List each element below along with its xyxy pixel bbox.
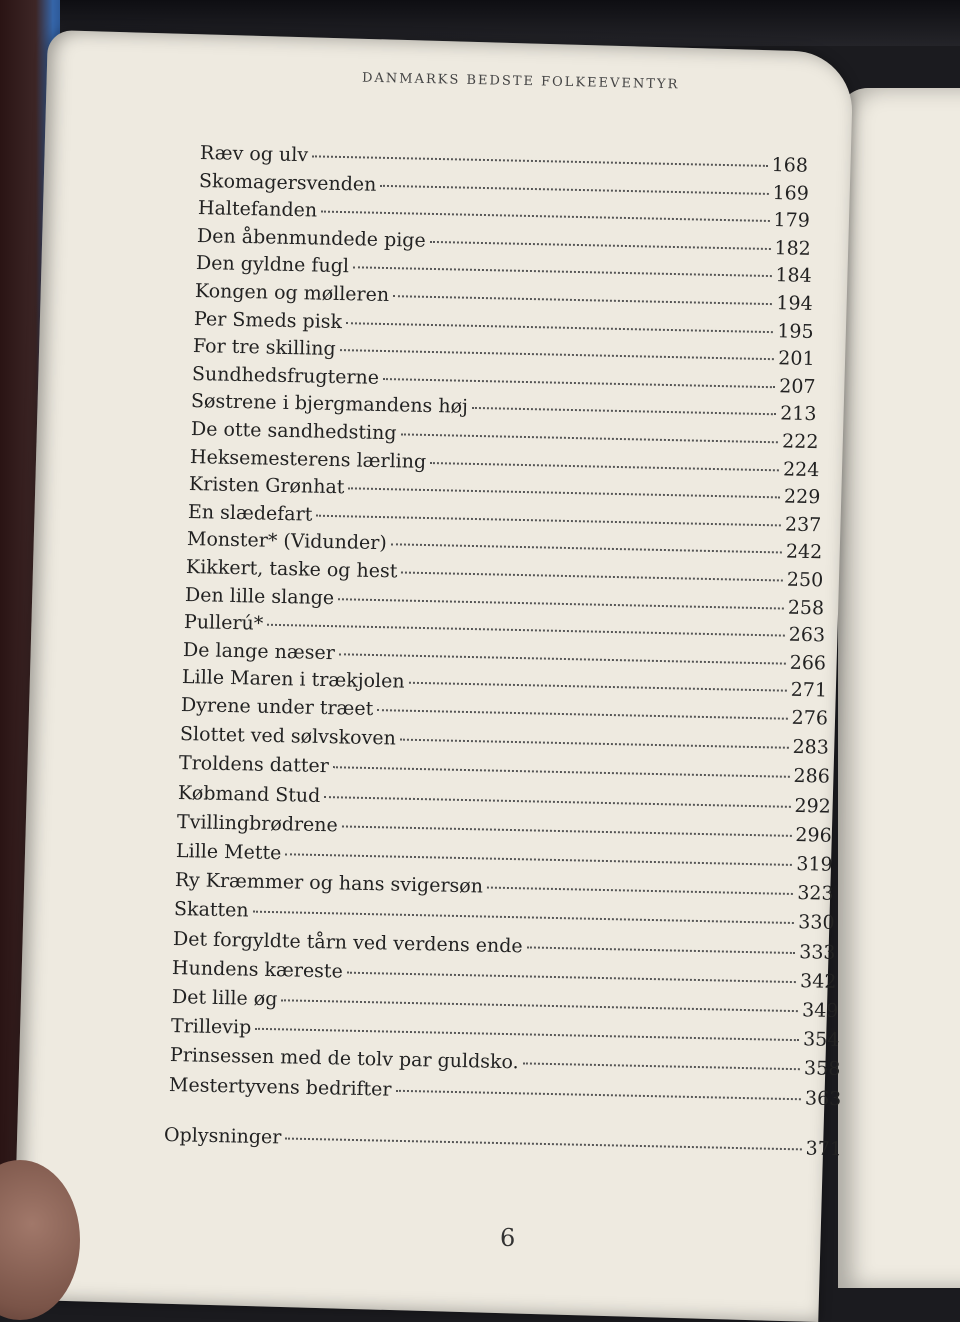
toc-title: Dyrene under træet [180,694,374,721]
toc-leader-dots [395,1089,801,1099]
toc-leader-dots [338,598,784,609]
toc-page-number: 349 [801,999,839,1022]
toc-title: Søstrene i bjergmandens høj [191,390,469,419]
toc-leader-dots [342,825,792,836]
toc-title: Det lille øg [171,986,278,1011]
toc-title: Monster* (Vidunder) [186,528,387,555]
toc-page-number: 276 [791,706,829,730]
toc-leader-dots [346,322,773,333]
toc-page-number: 229 [783,485,821,509]
toc-title: Den lille slange [184,583,335,609]
toc-title: Kristen Grønhat [188,473,345,499]
toc-title: Skatten [174,898,250,922]
toc-leader-dots [253,911,795,924]
toc-page-number: 258 [787,596,825,619]
toc-page-number: 286 [793,765,831,789]
running-header: DANMARKS BEDSTE FOLKEEVENTYR [361,70,680,93]
toc-page-number: 182 [774,236,812,260]
toc-leader-dots [472,407,776,415]
toc-page-number: 266 [789,651,827,675]
toc-leader-dots [324,796,790,808]
toc-title: Ræv og ulv [199,142,309,167]
toc-page-number: 184 [775,264,813,288]
toc-page-number: 319 [796,852,834,876]
toc-title: Trillevip [170,1015,252,1039]
toc-page-number: 168 [771,153,809,177]
toc-page-number: 194 [776,292,814,315]
toc-title: Lille Mette [176,840,282,865]
toc-leader-dots [377,709,787,720]
toc-title: Pullerú* [183,611,264,635]
toc-leader-dots [400,433,778,443]
toc-leader-dots [340,349,775,360]
toc-title: Det forgyldte tårn ved verdens ende [173,927,524,957]
toc-leader-dots [380,184,768,194]
toc-page-number: 292 [794,794,832,818]
page-number: 6 [500,1224,516,1252]
toc-title: Den åbenmundede pige [196,224,427,252]
toc-page-number: 222 [781,430,819,454]
toc-page-number: 354 [802,1028,840,1052]
toc-leader-dots [390,544,781,554]
toc-title: Oplysninger [163,1124,282,1149]
toc-leader-dots [527,946,796,954]
toc-title: En slædefart [187,500,313,526]
toc-page-number: 358 [803,1057,841,1081]
toc-leader-dots [430,241,771,250]
toc-title: Skomagersvenden [198,169,377,196]
toc-page-number: 333 [799,940,837,964]
toc-leader-dots [312,155,768,167]
toc-title: De otte sandhedsting [190,418,397,445]
toc-page-number: 179 [773,209,811,232]
toc-title: Heksemesterens lærling [189,445,426,473]
toc-page-number: 330 [798,911,836,935]
toc-page-number: 342 [800,969,838,993]
toc-page-number: 242 [785,540,823,564]
toc-leader-dots [409,682,787,692]
toc-page-number: 207 [779,375,817,398]
toc-page-number: 169 [772,181,810,205]
toc-leader-dots [401,572,783,582]
toc-title: Hundens kæreste [172,956,344,983]
toc-title: Kongen og mølleren [195,280,390,307]
toc-page-number: 263 [788,623,826,647]
toc-title: Ry Kræmmer og hans svigersøn [175,869,484,898]
toc-title: Slottet ved sølvskoven [179,723,397,750]
toc-title: Per Smeds pisk [194,307,343,333]
toc-title: Købmand Stud [177,781,321,807]
toc-leader-dots [400,739,789,749]
toc-leader-dots [347,971,796,982]
toc-leader-dots [285,1138,801,1151]
toc-title: Den gyldne fugl [195,252,350,278]
toc-page-number: 224 [782,458,820,481]
toc-page-number: 371 [805,1137,843,1161]
toc-entry [164,1124,842,1164]
toc-title: De lange næser [182,638,335,664]
toc-title: For tre skilling [193,335,337,361]
toc-leader-dots [393,295,772,305]
toc-title: Sundhedsfrugterne [192,362,380,389]
toc-leader-dots [316,514,781,526]
toc-page-number: 213 [780,402,818,426]
toc-leader-dots [430,462,779,471]
toc-page-number: 237 [784,513,822,537]
toc-leader-dots [267,624,785,637]
toc-page-number: 250 [786,568,824,592]
toc-leader-dots [348,488,780,499]
toc-page-number: 195 [777,319,815,343]
toc-title: Tvillingbrødrene [176,810,339,837]
toc-page-number: 201 [778,347,816,371]
toc-page-number: 271 [790,679,828,702]
toc-page-number: 296 [795,823,833,847]
toc-leader-dots [321,211,769,222]
toc-page-number: 363 [804,1086,842,1110]
toc-title: Troldens datter [178,752,330,778]
toc-title: Kikkert, taske og hest [185,556,398,583]
toc-title: Prinsessen med de tolv par guldsko. [169,1044,519,1074]
toc-leader-dots [522,1063,799,1071]
toc-leader-dots [286,853,793,866]
toc-title: Lille Maren i trækjolen [181,666,405,694]
toc-leader-dots [255,1028,799,1041]
toc-page-number: 283 [792,736,830,759]
toc-title: Mestertyvens bedrifter [168,1073,392,1101]
toc-leader-dots [487,887,793,895]
toc-leader-dots [333,767,790,779]
toc-leader-dots [281,999,798,1012]
toc-leader-dots [339,653,786,664]
toc-title: Haltefanden [197,197,318,222]
toc-page-number: 323 [797,882,835,905]
toc-leader-dots [353,267,772,278]
toc-leader-dots [383,378,775,388]
